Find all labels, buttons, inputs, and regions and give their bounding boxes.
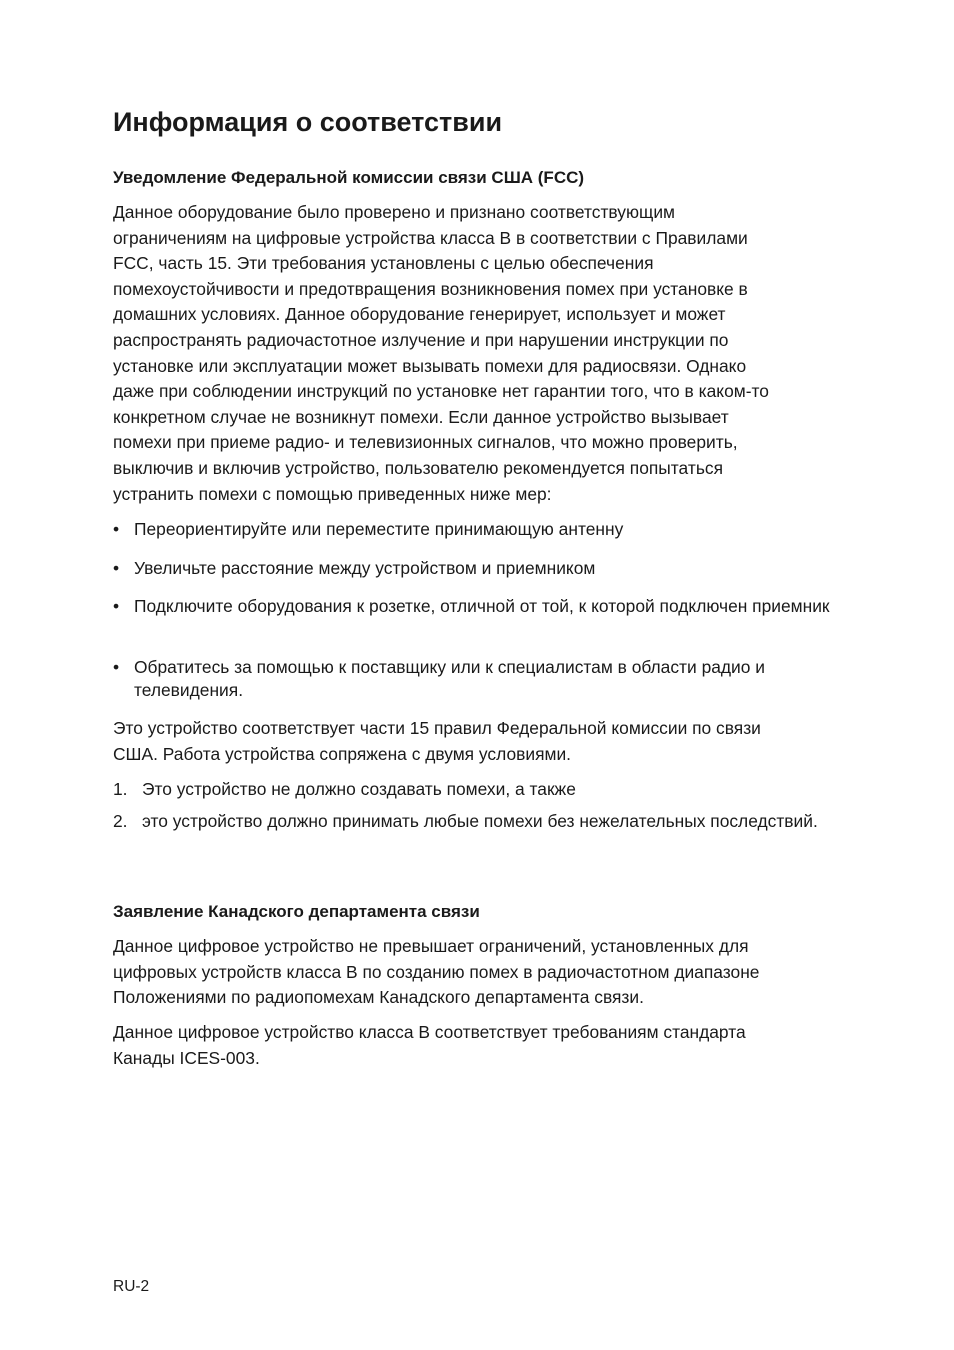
bullet-item (113, 595, 843, 618)
fcc-line: установке или эксплуатации может вызывать помехи для радиосвязи. Однако (113, 355, 747, 376)
canada-line: Данное цифровое устройство не превышает ограничений, установленных для (113, 936, 749, 956)
bullet-text: Увеличьте расстояние между устройством и приемником (134, 558, 596, 578)
bullet-item (113, 656, 843, 702)
fcc-line: домашних условиях. Данное оборудование генерирует, использует и может (113, 304, 726, 325)
numbered-text: Это устройство не должно создавать помехи, а также (142, 779, 576, 799)
numbered-item (113, 810, 843, 833)
canada-line: Данное цифровое устройство класса В соответствует требованиям стандарта (113, 1022, 746, 1042)
canada-paragraph-2 (113, 1020, 843, 1071)
numbered-item (113, 778, 843, 801)
bullet-text: Подключите оборудования к розетке, отличной от той, к которой подключен приемник (134, 596, 830, 616)
bullet-text: Обратитесь за помощью к поставщику или к специалистам в области радио и телевидения. (134, 657, 765, 700)
bullet-marker: • (113, 558, 120, 578)
page-number: RU-2 (113, 1278, 150, 1295)
bullet-marker: • (113, 596, 120, 616)
canada-line: Положениями по радиопомехам Канадского департамента связи. (113, 987, 644, 1008)
bullet-item (113, 557, 843, 580)
fcc-line: помехоустойчивости и предотвращения возникновения помех при установке в (113, 278, 748, 299)
list-number: 1. (113, 779, 128, 799)
bullet-text: Переориентируйте или переместите принимающую антенну (134, 519, 624, 539)
fcc-line: выключив и включив устройство, пользователю рекомендуется попытаться (113, 457, 723, 478)
page-title: Информация о соответствии (113, 107, 503, 137)
fcc-line: даже при соблюдении инструкций по установке нет гарантии того, что в каком-то (113, 381, 769, 402)
fcc-line: FCC, часть 15. Эти требования установлены с целью обеспечения (113, 253, 654, 274)
compliance-line: Это устройство соответствует части 15 правил Федеральной комиссии по связи (113, 718, 761, 738)
canada-heading: Заявление Канадского департамента связи (113, 902, 480, 921)
fcc-paragraph (113, 200, 843, 507)
bullet-marker: • (113, 657, 120, 677)
fcc-line: устранить помехи с помощью приведенных ниже мер: (113, 483, 552, 504)
fcc-heading: Уведомление Федеральной комиссии связи США (FCC) (113, 168, 585, 187)
bullet-item (113, 518, 843, 541)
fcc-line: конкретном случае не возникнут помехи. Если данное устройство вызывает (113, 406, 729, 427)
compliance-line: США. Работа устройства сопряжена с двумя условиями. (113, 743, 572, 764)
fcc-line: распространять радиочастотное излучение и при нарушении инструкции по (113, 329, 729, 350)
fcc-line: Данное оборудование было проверено и признано соответствующим (113, 202, 675, 222)
numbered-text: это устройство должно принимать любые помехи без нежелательных последствий. (142, 811, 818, 831)
bullet-marker: • (113, 519, 120, 539)
compliance-paragraph (113, 716, 843, 767)
canada-line: Канады ICES-003. (113, 1047, 260, 1068)
fcc-line: ограничениям на цифровые устройства класса В в соответствии с Правилами (113, 227, 748, 248)
canada-line: цифровых устройств класса В по созданию помех в радиочастотном диапазоне (113, 961, 760, 982)
canada-paragraph-1 (113, 934, 843, 1011)
fcc-line: помехи при приеме радио- и телевизионных сигналов, что можно проверить, (113, 432, 738, 453)
list-number: 2. (113, 811, 128, 831)
